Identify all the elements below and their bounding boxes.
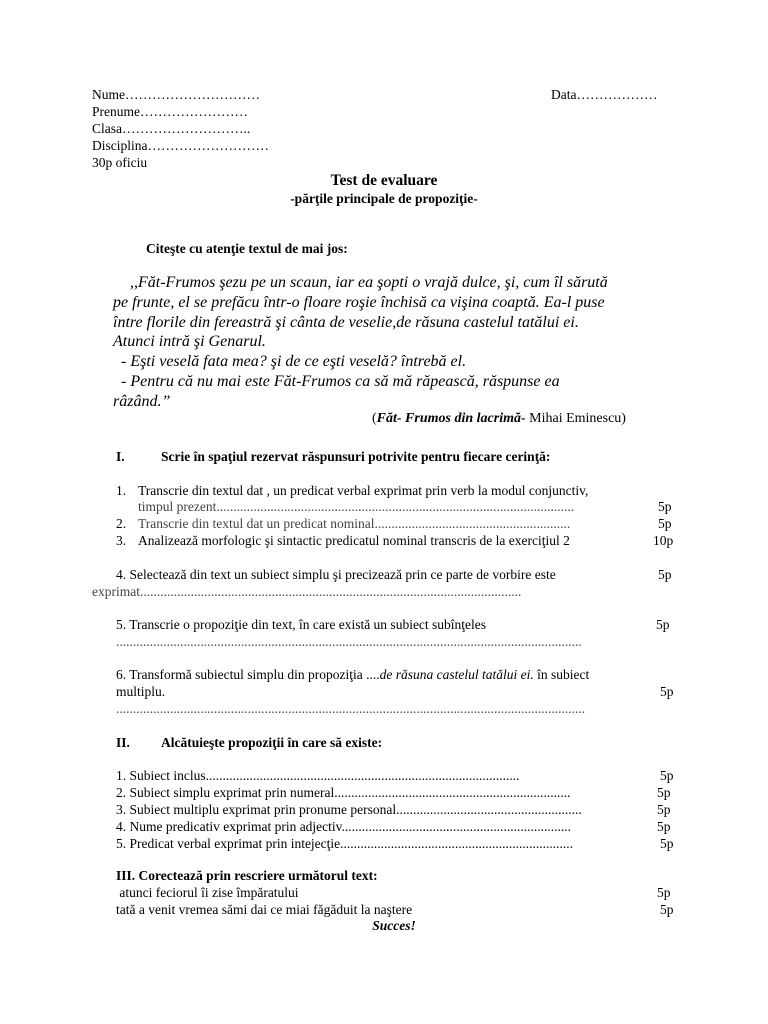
section-2-item-2-points: 5p xyxy=(657,785,671,800)
item-2-number: 2. xyxy=(116,516,127,531)
section-3-line-2-points: 5p xyxy=(660,902,674,917)
story-line-3: între florile din fereastră şi cânta de veselie,de răsuna castelul tatălui ei. xyxy=(113,314,579,331)
item-3-points: 10p xyxy=(653,533,674,548)
item-2-points: 5p xyxy=(658,516,672,531)
section-1-number: I. xyxy=(116,449,125,464)
field-disciplina[interactable]: Disciplina……………………… xyxy=(92,138,269,153)
field-clasa[interactable]: Clasa……………………….. xyxy=(92,121,251,136)
section-2-item-3-points: 5p xyxy=(657,802,671,817)
source-author: Mihai Eminescu) xyxy=(525,411,626,426)
section-2-item-4[interactable]: 4. Nume predicativ exprimat prin adjectiv.................................................................... xyxy=(116,819,572,834)
item-1-number: 1. xyxy=(116,483,127,498)
item-6-line-1 xyxy=(116,666,589,683)
section-2-item-5-points: 5p xyxy=(660,836,674,851)
item-4-line-2[interactable]: exprimat................................................................................................................. xyxy=(92,584,522,599)
item-1-points: 5p xyxy=(658,499,672,514)
story-line-5: - Eşti veselă fata mea? şi de ce eşti veselă? întrebă el. xyxy=(113,353,467,370)
section-3-line-1: atunci feciorul îi zise împăratului xyxy=(116,885,299,900)
source-open: ( xyxy=(372,411,377,426)
story-line-1: ,,Făt-Frumos şezu pe un scaun, iar ea şopti o vrajă dulce, şi, cum îl sărută xyxy=(130,274,608,291)
item-1-line-2[interactable]: timpul prezent.......................................................................................................... xyxy=(138,499,575,514)
section-3-line-2: tată a venit vremea sămi dai ce miai făgăduit la naştere xyxy=(116,902,413,917)
item-6-post: în subiect xyxy=(533,667,590,682)
item-6-pre: 6. Transformă subiectul simplu din propoziţia .... xyxy=(116,667,380,682)
section-1-heading: Scrie în spaţiul rezervat răspunsuri potrivite pentru fiecare cerinţă: xyxy=(161,449,551,464)
item-4-points: 5p xyxy=(658,567,672,582)
section-2-item-2[interactable]: 2. Subiect simplu exprimat prin numeral...................................................................... xyxy=(116,785,571,800)
page-subtitle: -părţile principale de propoziţie- xyxy=(290,191,478,206)
item-5-line-2[interactable]: .......................................................................................................................................... xyxy=(116,634,582,649)
story-line-6: - Pentru că nu mai este Făt-Frumos ca să mă răpească, răspunse ea xyxy=(113,373,560,390)
source-title: Făt- Frumos din lacrimă- xyxy=(376,411,526,426)
section-2-item-4-points: 5p xyxy=(657,819,671,834)
item-3-text: Analizează morfologic şi sintactic predicatul nominal transcris de la exerciţiul 2 xyxy=(138,533,570,548)
story-source xyxy=(372,410,626,427)
item-6-line-3[interactable]: ........................................................................................................................................... xyxy=(116,701,586,716)
item-6-points: 5p xyxy=(660,684,674,699)
item-5-line-1: 5. Transcrie o propoziţie din text, în care există un subiect subînţeles xyxy=(116,617,487,632)
item-2-text[interactable]: Transcrie din textul dat un predicat nominal.......................................................... xyxy=(138,516,571,531)
item-6-line-2: multiplu. xyxy=(116,684,166,699)
item-5-points: 5p xyxy=(656,617,670,632)
closing-text: Succes! xyxy=(372,918,416,933)
field-prenume[interactable]: Prenume…………………… xyxy=(92,104,248,119)
story-line-2: pe frunte, el se prefăcu într-o floare roşie închisă ca vişina coaptă. Ea-l puse xyxy=(113,294,605,311)
section-2-item-3[interactable]: 3. Subiect multiplu exprimat prin pronume personal....................................................... xyxy=(116,802,582,817)
story-line-7: râzând.” xyxy=(113,393,171,410)
story-line-4: Atunci intră şi Genarul. xyxy=(113,333,266,350)
section-2-item-1[interactable]: 1. Subiect inclus............................................................................................. xyxy=(116,768,520,783)
field-data[interactable]: Data……………… xyxy=(551,87,658,102)
item-3-number: 3. xyxy=(116,533,127,548)
points-oficiu: 30p oficiu xyxy=(92,155,148,170)
section-3-line-1-points: 5p xyxy=(657,885,671,900)
field-nume[interactable]: Nume………………………… xyxy=(92,87,260,102)
section-3-heading: III. Corectează prin rescriere următorul text: xyxy=(116,868,378,883)
item-6-quote: de răsuna castelul tatălui ei. xyxy=(379,667,534,682)
page-title: Test de evaluare xyxy=(330,172,438,189)
section-2-item-5[interactable]: 5. Predicat verbal exprimat prin intejecţie..................................................................... xyxy=(116,836,574,851)
reading-instruction: Citeşte cu atenţie textul de mai jos: xyxy=(146,241,348,256)
item-4-line-1: 4. Selectează din text un subiect simplu şi precizează prin ce parte de vorbire este xyxy=(116,567,556,582)
section-2-item-1-points: 5p xyxy=(660,768,674,783)
item-1-line-1: Transcrie din textul dat , un predicat verbal exprimat prin verb la modul conjunctiv, xyxy=(138,483,589,498)
section-2-number: II. xyxy=(116,735,130,750)
section-2-heading: Alcătuieşte propoziţii în care să existe: xyxy=(161,735,383,750)
